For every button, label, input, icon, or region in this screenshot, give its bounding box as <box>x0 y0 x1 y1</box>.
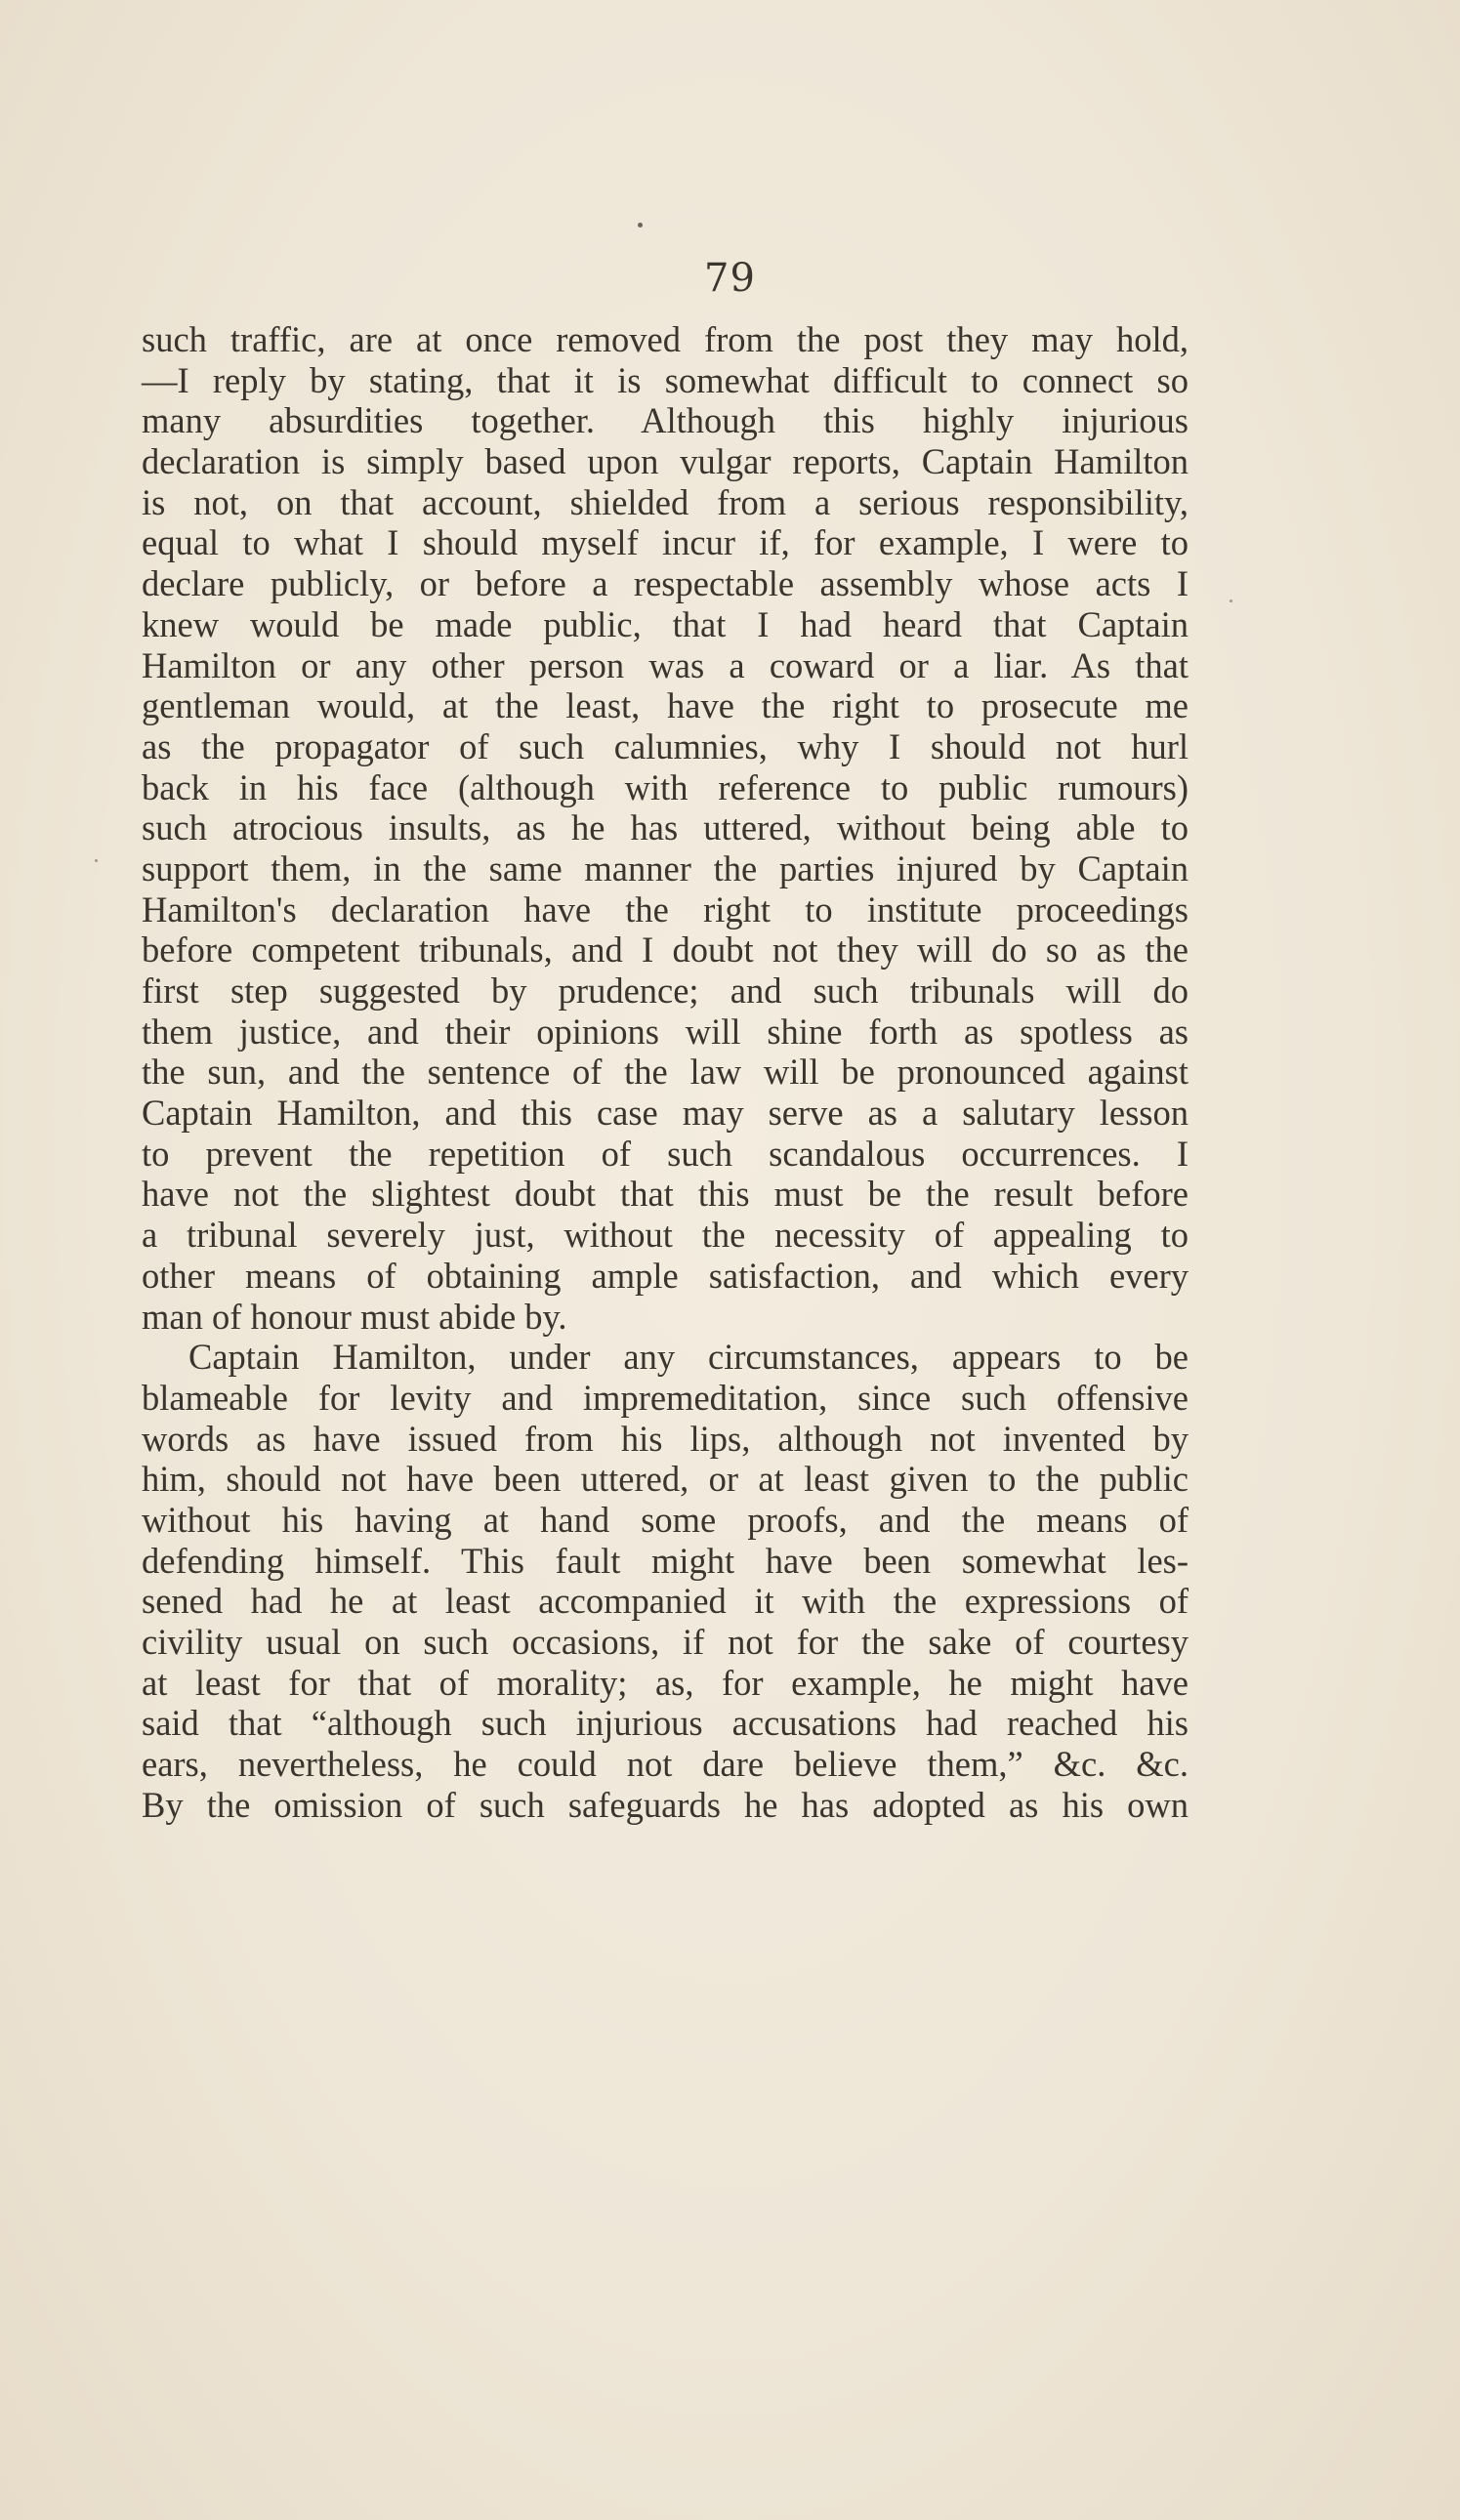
text-line: other means of obtaining ample satisfaction, and which every <box>142 1255 1189 1296</box>
text-line: such atrocious insults, as he has uttered, without being able to <box>142 807 1189 848</box>
text-line: knew would be made public, that I had heard that Captain <box>142 603 1189 644</box>
text-line: declare publicly, or before a respectable assembly whose acts I <box>142 563 1189 604</box>
text-line: first step suggested by prudence; and such tribunals will do <box>142 971 1189 1011</box>
text-line: have not the slightest doubt that this must be the result before <box>142 1174 1189 1215</box>
text-line: Captain Hamilton, under any circumstances, appears to be <box>188 1337 1189 1378</box>
text-line: gentleman would, at the least, have the right to prosecute me <box>142 685 1189 726</box>
text-line: defending himself. This fault might have been somewhat les- <box>142 1540 1189 1581</box>
text-line: back in his face (although with reference to public rumours) <box>142 766 1189 807</box>
paragraph <box>142 1337 1189 1825</box>
text-line: —I reply by stating, that it is somewhat difficult to connect so <box>142 359 1189 400</box>
text-line: at least for that of morality; as, for example, he might have <box>142 1662 1189 1703</box>
text-line: him, should not have been uttered, or at least given to the public <box>142 1459 1189 1500</box>
text-line: is not, on that account, shielded from a serious responsibility, <box>142 481 1189 522</box>
ink-speck <box>95 859 98 862</box>
text-line: By the omission of such safeguards he has adopted as his own <box>142 1784 1189 1825</box>
text-line: as the propagator of such calumnies, why I should not hurl <box>142 725 1189 766</box>
text-line: Hamilton's declaration have the right to institute proceedings <box>142 888 1189 930</box>
text-line: to prevent the repetition of such scandalous occurrences. I <box>142 1133 1189 1174</box>
text-line: blameable for levity and impremeditation, since such offensive <box>142 1377 1189 1418</box>
ink-speck <box>1230 599 1232 602</box>
text-line: them justice, and their opinions will shine forth as spotless as <box>142 1011 1189 1052</box>
text-line: before competent tribunals, and I doubt not they will do so as the <box>142 930 1189 971</box>
text-line: the sun, and the sentence of the law will be pronounced against <box>142 1052 1189 1093</box>
text-line: support them, in the same manner the parties injured by Captain <box>142 847 1189 888</box>
body-text <box>142 319 1189 1825</box>
text-line: a tribunal severely just, without the necessity of appealing to <box>142 1215 1189 1256</box>
page-number: 79 <box>704 256 756 301</box>
text-line: ears, nevertheless, he could not dare believe them,” &c. &c. <box>142 1744 1189 1785</box>
text-line: such traffic, are at once removed from the post they may hold, <box>142 319 1189 359</box>
text-line: declaration is simply based upon vulgar reports, Captain Hamilton <box>142 441 1189 482</box>
paragraph <box>142 319 1189 1337</box>
text-line: without his having at hand some proofs, and the means of <box>142 1499 1189 1540</box>
text-line: words as have issued from his lips, although not invented by <box>142 1418 1189 1459</box>
text-line: civility usual on such occasions, if not for the sake of courtesy <box>142 1622 1189 1662</box>
text-line: man of honour must abide by. <box>142 1296 567 1337</box>
text-line: many absurdities together. Although this highly injurious <box>142 400 1189 441</box>
text-line: Hamilton or any other person was a coward or a liar. As that <box>142 644 1189 685</box>
text-line: equal to what I should myself incur if, for example, I were to <box>142 522 1189 563</box>
text-line: sened had he at least accompanied it with the expressions of <box>142 1581 1189 1622</box>
text-line: Captain Hamilton, and this case may serve as a salutary lesson <box>142 1093 1189 1134</box>
text-line: said that “although such injurious accusations had reached his <box>142 1703 1189 1744</box>
ink-speck <box>638 223 643 227</box>
